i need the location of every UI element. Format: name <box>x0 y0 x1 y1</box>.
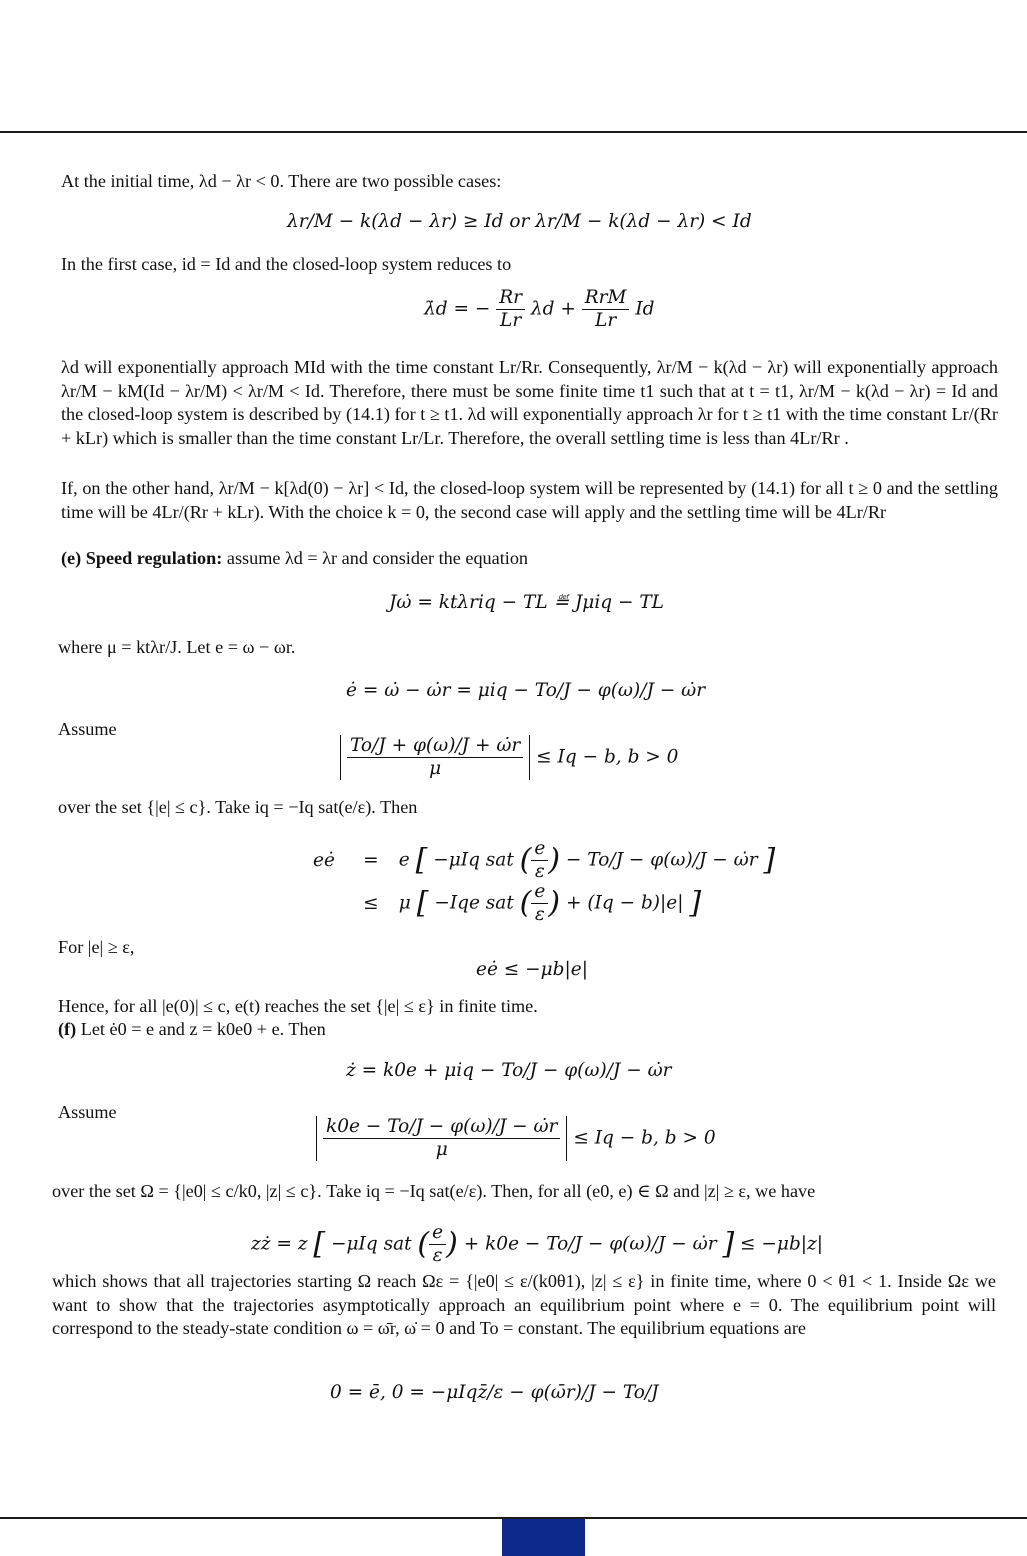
eq5-den: μ <box>429 758 442 779</box>
text-part-f <box>58 1018 993 1042</box>
eq2-lhs: λ̇d = − <box>424 298 491 320</box>
eq6a-bracket-open: [ <box>415 842 428 878</box>
eq9-frac <box>323 1116 560 1161</box>
equation-finite-time: eė ≤ −μb|e| <box>476 959 588 980</box>
equation-lyapunov-1 <box>313 838 775 883</box>
eq6b-op: ≤ <box>363 892 379 914</box>
eq2-frac2 <box>582 287 630 332</box>
eq5-num: To/J + φ(ω)/J + ω̇r <box>347 735 523 758</box>
eq6b-pre: μ <box>398 892 411 914</box>
eq6b-bracket-open: [ <box>416 885 429 921</box>
text-assume-2: Assume <box>58 1102 117 1122</box>
eq9-rhs: ≤ Iq − b, b > 0 <box>573 1127 716 1149</box>
section-label-f: (f) <box>58 1019 77 1039</box>
eq2-frac1-num: Rr <box>496 287 525 310</box>
eq6a-paren-open: ( <box>519 842 532 878</box>
eq5-frac <box>347 735 523 780</box>
text-over-set-omega: over the set Ω = {|e0| ≤ c/k0, |z| ≤ c}. Take iq = −Iq sat(e/ε). Then, for all (e0, e) ∈ Ω and |z| ≥ ε, we have <box>52 1181 816 1201</box>
eq2-frac2-num: RrM <box>582 287 630 310</box>
eq2-frac1-den: Lr <box>500 310 522 331</box>
equation-two-cases: λr/M − k(λd − λr) ≥ Id or λr/M − k(λd − λr) < Id <box>287 211 752 232</box>
eq10-inner-b: + k0e − To/J − φ(ω)/J − ω̇r <box>463 1233 717 1255</box>
eq6b-frac <box>531 881 548 926</box>
text-other-hand: If, on the other hand, λr/M − k[λd(0) − λr] < Id, the closed-loop system will be represented by (14.1) for all t ≥ 0 and the settling time will be 4Lr/(Rr + kLr). With the choice k = 0, the second case will apply and the settling time will be 4Lr/Rr <box>61 478 998 522</box>
text-assume-1: Assume <box>58 719 117 739</box>
eq6a-frac-num: e <box>531 838 548 861</box>
eq9-den: μ <box>435 1139 448 1160</box>
eq10-paren-close: ) <box>446 1226 458 1262</box>
eq10-bracket-close: ] <box>722 1226 735 1262</box>
top-rule <box>0 131 1027 133</box>
eq5-rhs: ≤ Iq − b, b > 0 <box>536 746 679 768</box>
text-where-mu: where μ = ktλr/J. Let e = ω − ωr. <box>58 637 296 657</box>
eq5-abs <box>340 735 530 780</box>
text-first-case: In the first case, id = Id and the closed-loop system reduces to <box>61 254 512 274</box>
equation-error-derivative: ė = ω̇ − ω̇r = μiq − To/J − φ(ω)/J − ω̇r <box>346 680 706 701</box>
eq10-bracket-open: [ <box>313 1226 326 1262</box>
eq10-paren-open: ( <box>417 1226 430 1262</box>
eq9-num: k0e − To/J − φ(ω)/J − ω̇r <box>323 1116 560 1139</box>
section-label-e: (e) Speed regulation: <box>61 548 223 568</box>
eq6b-paren-open: ( <box>519 885 532 921</box>
text-over-set-1: over the set {|e| ≤ c}. Take iq = −Iq sat(e/ε). Then <box>58 797 418 817</box>
text-for-abs-e: For |e| ≥ ε, <box>58 937 135 957</box>
eq6a-paren-close: ) <box>548 842 561 878</box>
eq6b-inner-b: + (Iq − b)|e| <box>565 892 684 914</box>
eq2-frac1 <box>496 287 525 332</box>
speed-regulation-text: assume λd = λr and consider the equation <box>222 548 529 568</box>
eq6b-bracket-close: ] <box>689 885 702 921</box>
eq9-abs <box>316 1116 567 1161</box>
equation-z-dot: ż = k0e + μiq − To/J − φ(ω)/J − ω̇r <box>346 1060 672 1081</box>
eq6a-frac-den: ε <box>534 861 545 882</box>
eq2-frac2-den: Lr <box>595 310 617 331</box>
eq6a-pre: e <box>398 849 410 871</box>
eq10-frac-num: e <box>429 1222 446 1245</box>
equation-lyapunov-2 <box>313 881 701 926</box>
eq10-inner-a: −μIq sat <box>331 1233 412 1255</box>
equation-z-lyapunov <box>251 1222 823 1267</box>
eq10-frac-den: ε <box>432 1245 443 1266</box>
eq10-lhs: zż = z <box>251 1233 308 1255</box>
eq10-rhs: ≤ −μb|z| <box>740 1233 824 1255</box>
text-speed-regulation <box>61 547 996 571</box>
eq2-rhs: Id <box>635 298 655 320</box>
eq6b-paren-close: ) <box>548 885 561 921</box>
text-trajectories: which shows that all trajectories starting Ω reach Ωε = {|e0| ≤ ε/(k0θ1), |z| ≤ ε} in finite time, where 0 < θ1 < 1. Inside Ωε we want to show that the trajectories asymptotically approach an equilibrium point where e = 0. The equilibrium point will correspond to the steady-state condition ω = ω̄r, ω̇ = 0 and To = constant. The equilibrium equations are <box>52 1271 996 1338</box>
eq6a-bracket-close: ] <box>763 842 776 878</box>
page-tab <box>502 1519 585 1556</box>
eq6a-inner-a: −μIq sat <box>433 849 514 871</box>
eq6a-lhs: eė <box>313 849 335 871</box>
equation-assumption-2 <box>316 1116 716 1161</box>
eq6a-op: = <box>363 849 379 871</box>
eq6b-inner-a: −Iqe sat <box>434 892 514 914</box>
equation-closed-loop-flux <box>424 287 655 332</box>
text-initial-time: At the initial time, λd − λr < 0. There are two possible cases: <box>61 171 502 191</box>
text-hence: Hence, for all |e(0)| ≤ c, e(t) reaches the set {|e| ≤ ε} in finite time. <box>58 996 538 1016</box>
eq6a-inner-b: − To/J − φ(ω)/J − ω̇r <box>565 849 758 871</box>
eq2-mid: λd + <box>530 298 576 320</box>
equation-assumption-1 <box>340 735 678 780</box>
eq10-frac <box>429 1222 446 1267</box>
eq6b-frac-num: e <box>531 881 548 904</box>
part-f-text: Let ė0 = e and z = k0e0 + e. Then <box>76 1019 326 1039</box>
equation-speed-dynamics: Jω̇ = ktλriq − TL ≝ Jμiq − TL <box>389 592 664 613</box>
eq6b-frac-den: ε <box>534 904 545 925</box>
eq6a-frac <box>531 838 548 883</box>
equation-equilibrium: 0 = ē, 0 = −μIqz̄/ε − φ(ω̄r)/J − To/J <box>330 1382 659 1403</box>
text-exponential-approach: λd will exponentially approach MId with the time constant Lr/Rr. Consequently, λr/M − k(λd − λr) will exponentially approach λr/M − kM(Id − λr/M) < λr/M < Id. Therefore, there must be some finite time t1 such that at t = t1, λr/M − k(λd − λr) = Id and the closed-loop system is described by (14.1) for t ≥ t1. λd will exponentially approach λr for t ≥ t1 with the time constant Lr/(Rr + kLr) which is smaller than the time constant Lr/Lr. Therefore, the overall settling time is less than 4Lr/Rr . <box>61 357 998 448</box>
